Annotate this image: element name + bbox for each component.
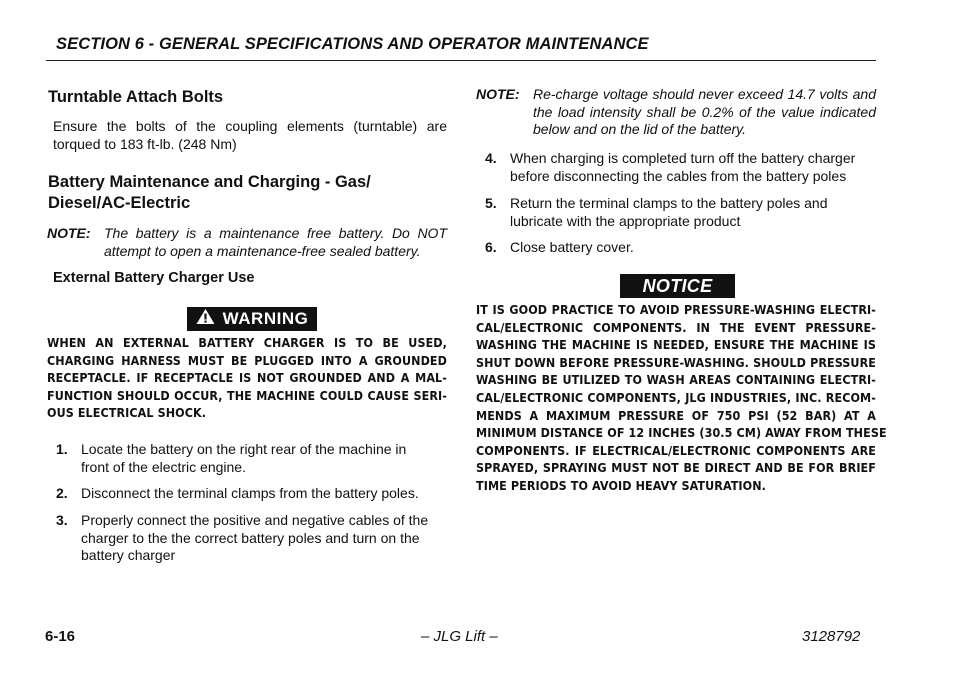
- step-text: Locate the battery on the right rear of the machine in front of the electric engine.: [81, 441, 407, 475]
- notice-badge: NOTICE: [620, 274, 735, 298]
- step-item: [56, 512, 446, 565]
- step-text: Return the terminal clamps to the battery poles and lubricate with the appropriate product: [510, 195, 828, 229]
- step-number: 6.: [485, 239, 497, 255]
- warning-triangle-icon: [196, 308, 215, 330]
- step-item: [56, 485, 446, 503]
- warning-line: RECEPTACLE. IF RECEPTACLE IS NOT GROUNDED AND A MAL-: [47, 370, 447, 386]
- step-number: 2.: [56, 485, 68, 501]
- section-header: SECTION 6 - GENERAL SPECIFICATIONS AND OPERATOR MAINTENANCE: [56, 35, 649, 53]
- voltage-note: [476, 86, 876, 139]
- header-rule: [46, 60, 876, 61]
- battery-heading: [48, 172, 448, 214]
- step-number: 3.: [56, 512, 68, 528]
- warning-line: FUNCTION SHOULD OCCUR, THE MACHINE COULD CAUSE SERI-: [47, 387, 447, 403]
- turntable-body: Ensure the bolts of the coupling elements (turntable) are torqued to 183 ft-lb. (248 Nm): [53, 118, 447, 152]
- note-text: Re-charge voltage should never exceed 14.7 volts and the load intensity shall be 0.2% of the value indicated below and on the lid of the battery.: [533, 86, 876, 137]
- notice-line: SHUT DOWN BEFORE PRESSURE-WASHING. SHOULD PRESSURE: [476, 354, 876, 370]
- step-number: 5.: [485, 195, 497, 211]
- warning-text: [47, 334, 447, 422]
- notice-line: IT IS GOOD PRACTICE TO AVOID PRESSURE-WASHING ELECTRI-: [476, 302, 876, 317]
- step-text: Properly connect the positive and negative cables of the charger to the the correct battery poles and turn on the battery charger: [81, 512, 429, 563]
- footer-brand: – JLG Lift –: [421, 628, 498, 645]
- battery-note: [47, 225, 447, 260]
- notice-line: WASHING THE MACHINE IS NEEDED, ENSURE THE MACHINE IS: [476, 337, 876, 353]
- note-text: The battery is a maintenance free battery. Do NOT attempt to open a maintenance-free sealed battery.: [104, 225, 447, 259]
- step-text: Disconnect the terminal clamps from the battery poles.: [81, 485, 419, 501]
- notice-line: MINIMUM DISTANCE OF 12 INCHES (30.5 CM) AWAY FROM THESE: [476, 425, 887, 441]
- note-label: NOTE:: [476, 86, 520, 102]
- step-text: When charging is completed turn off the battery charger before disconnecting the cables from the battery poles: [510, 150, 856, 184]
- step-number: 1.: [56, 441, 68, 457]
- note-label: NOTE:: [47, 225, 91, 241]
- notice-line: SPRAYED, SPRAYING MUST NOT BE DIRECT AND BE FOR BRIEF: [476, 460, 876, 476]
- notice-line: WASHING BE UTILIZED TO WASH AREAS CONTAINING ELECTRI-: [476, 372, 876, 388]
- notice-line: MENDS A MAXIMUM PRESSURE OF 750 PSI (52 BAR) AT A: [476, 407, 876, 423]
- step-item: [485, 150, 877, 185]
- notice-line: TIME PERIODS TO AVOID HEAVY SATURATION.: [476, 477, 766, 493]
- charger-heading: External Battery Charger Use: [53, 270, 255, 286]
- document-number: 3128792: [802, 628, 861, 645]
- step-item: [485, 239, 877, 257]
- step-item: [485, 195, 877, 230]
- notice-line: COMPONENTS. IF ELECTRICAL/ELECTRONIC COMPONENTS ARE: [476, 442, 876, 458]
- page-number: 6-16: [45, 628, 76, 645]
- step-item: [56, 441, 431, 476]
- notice-text: [476, 301, 887, 495]
- warning-line: OUS ELECTRICAL SHOCK.: [47, 405, 207, 421]
- warning-badge: [187, 307, 317, 331]
- notice-line: CAL/ELECTRONIC COMPONENTS. IN THE EVENT PRESSURE-: [476, 319, 876, 335]
- notice-line: CAL/ELECTRONIC COMPONENTS, JLG INDUSTRIES, INC. RECOM-: [476, 389, 876, 405]
- warning-label: WARNING: [222, 309, 309, 328]
- step-number: 4.: [485, 150, 497, 166]
- battery-heading-line1: Battery Maintenance and Charging - Gas/: [48, 173, 371, 191]
- warning-line: CHARGING HARNESS MUST BE PLUGGED INTO A GROUNDED: [47, 352, 447, 368]
- turntable-heading: Turntable Attach Bolts: [48, 88, 224, 106]
- battery-heading-line2: Diesel/AC-Electric: [48, 194, 191, 212]
- warning-line: WHEN AN EXTERNAL BATTERY CHARGER IS TO BE USED,: [47, 335, 447, 350]
- step-text: Close battery cover.: [510, 239, 634, 255]
